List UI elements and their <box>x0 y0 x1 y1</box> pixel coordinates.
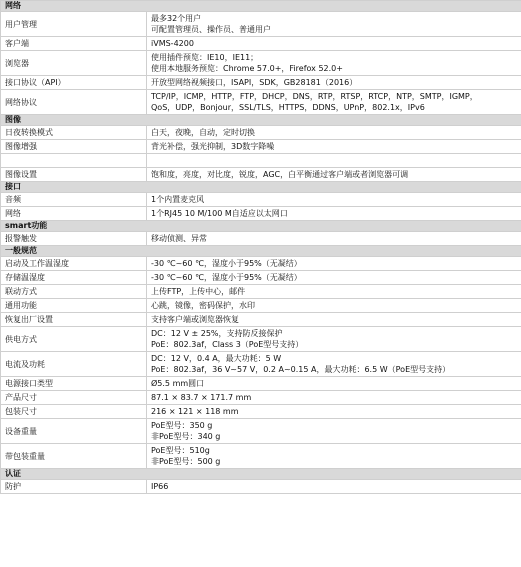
spec-value-line: 216 × 121 × 118 mm <box>151 407 239 416</box>
spec-label: 存储温湿度 <box>1 271 147 285</box>
spec-row <box>1 37 521 51</box>
spec-label: 供电方式 <box>1 327 147 352</box>
spec-value <box>147 51 521 76</box>
spec-value-line: -30 ℃~60 ℃，湿度小于95%（无凝结） <box>151 259 302 268</box>
spec-row <box>1 90 521 115</box>
spec-label: 防护 <box>1 480 147 494</box>
spec-value-line: 1个内置麦克风 <box>151 195 205 204</box>
spec-label: 客户端 <box>1 37 147 51</box>
spec-row <box>1 327 521 352</box>
spec-label: 接口协议（API） <box>1 76 147 90</box>
spec-value <box>147 12 521 37</box>
spec-label: 设备重量 <box>1 419 147 444</box>
spec-value-line: 非PoE型号：500 g <box>151 457 221 466</box>
spec-row <box>1 140 521 154</box>
spec-row <box>1 480 521 494</box>
spec-label: 报警触发 <box>1 232 147 246</box>
section-title: 网络 <box>1 1 521 12</box>
section-title: 一般规范 <box>1 246 521 257</box>
section-header-row <box>1 115 521 126</box>
spec-row <box>1 419 521 444</box>
spec-value <box>147 313 521 327</box>
spec-label <box>1 154 147 168</box>
spec-value-line: DC：12 V ± 25%，支持防反接保护 <box>151 329 283 338</box>
spec-value-line: 可配置管理员、操作员、普通用户 <box>151 25 271 34</box>
spec-row <box>1 257 521 271</box>
spec-label: 启动及工作温湿度 <box>1 257 147 271</box>
spec-label: 音频 <box>1 193 147 207</box>
spec-row <box>1 126 521 140</box>
spec-value <box>147 327 521 352</box>
spec-value-line: PoE：802.3af，Class 3（PoE型号支持） <box>151 340 304 349</box>
spec-value <box>147 377 521 391</box>
spec-value <box>147 419 521 444</box>
spec-label: 图像增强 <box>1 140 147 154</box>
spec-value <box>147 405 521 419</box>
spec-value-line: 背光补偿，强光抑制，3D数字降噪 <box>151 142 275 151</box>
spec-value <box>147 352 521 377</box>
spec-row <box>1 352 521 377</box>
spec-value-line: PoE型号：510g <box>151 446 210 455</box>
spec-value <box>147 285 521 299</box>
spec-row <box>1 168 521 182</box>
spec-row <box>1 12 521 37</box>
spec-label: 电源接口类型 <box>1 377 147 391</box>
spec-value-line: IP66 <box>151 482 169 491</box>
spec-row <box>1 391 521 405</box>
spec-value <box>147 391 521 405</box>
spec-row <box>1 299 521 313</box>
spec-value <box>147 90 521 115</box>
spec-value <box>147 168 521 182</box>
spec-value-line: 使用本地服务预览：Chrome 57.0+，Firefox 52.0+ <box>151 64 343 73</box>
spec-label: 网络 <box>1 207 147 221</box>
spec-value-line: 心跳，镜像，密码保护，水印 <box>151 301 255 310</box>
spec-value-line: 使用插件预览：IE10，IE11； <box>151 53 259 62</box>
spec-value-line: iVMS-4200 <box>151 39 194 48</box>
spec-value <box>147 140 521 154</box>
spec-value-line: 非PoE型号：340 g <box>151 432 221 441</box>
spec-row <box>1 232 521 246</box>
spec-row <box>1 313 521 327</box>
spec-row <box>1 444 521 469</box>
spec-row <box>1 271 521 285</box>
spec-value-line: 移动侦测、异常 <box>151 234 207 243</box>
spec-value-line: -30 ℃~60 ℃，湿度小于95%（无凝结） <box>151 273 302 282</box>
spec-label: 浏览器 <box>1 51 147 76</box>
spec-value <box>147 76 521 90</box>
section-header-row <box>1 469 521 480</box>
spec-value <box>147 257 521 271</box>
spec-value <box>147 207 521 221</box>
spec-label: 带包装重量 <box>1 444 147 469</box>
spec-row <box>1 193 521 207</box>
spec-value <box>147 126 521 140</box>
spec-label: 通用功能 <box>1 299 147 313</box>
spec-table-body <box>1 1 521 494</box>
spec-row <box>1 405 521 419</box>
spec-label: 电流及功耗 <box>1 352 147 377</box>
spec-value-line: PoE：802.3af，36 V~57 V，0.2 A~0.15 A，最大功耗：6.5 W（PoE型号支持） <box>151 365 451 374</box>
spec-value <box>147 154 521 168</box>
spec-value-line: 1个RJ45 10 M/100 M自适应以太网口 <box>151 209 288 218</box>
section-header-row <box>1 246 521 257</box>
spec-value-line: 饱和度，亮度，对比度，锐度，AGC，白平衡通过客户端或者浏览器可调 <box>151 170 409 179</box>
section-title: 认证 <box>1 469 521 480</box>
spec-value-line: 最多32个用户 <box>151 14 202 23</box>
spec-row <box>1 377 521 391</box>
section-header-row <box>1 1 521 12</box>
section-title: 图像 <box>1 115 521 126</box>
spec-row <box>1 76 521 90</box>
spec-label: 图像设置 <box>1 168 147 182</box>
spec-value <box>147 37 521 51</box>
spec-value <box>147 444 521 469</box>
spec-value-line: 上传FTP，上传中心，邮件 <box>151 287 246 296</box>
spec-value-line: TCP/IP，ICMP，HTTP，FTP，DHCP，DNS，RTP，RTSP，RTCP，NTP，SMTP，IGMP， <box>151 92 478 101</box>
spec-value <box>147 299 521 313</box>
section-header-row <box>1 221 521 232</box>
spec-value-line: 87.1 × 83.7 × 171.7 mm <box>151 393 252 402</box>
spec-row <box>1 51 521 76</box>
spec-label: 恢复出厂设置 <box>1 313 147 327</box>
spec-value-line <box>151 155 517 166</box>
spec-label: 用户管理 <box>1 12 147 37</box>
spec-value <box>147 193 521 207</box>
spec-value-line: QoS，UDP，Bonjour，SSL/TLS，HTTPS，DDNS，UPnP，802.1x，IPv6 <box>151 103 425 112</box>
spec-value-line: 支持客户端或浏览器恢复 <box>151 315 239 324</box>
section-header-row <box>1 182 521 193</box>
spec-value-line: 开放型网络视频接口，ISAPI，SDK，GB28181（2016） <box>151 78 358 87</box>
spec-label: 日夜转换模式 <box>1 126 147 140</box>
spec-value <box>147 480 521 494</box>
spec-label: 联动方式 <box>1 285 147 299</box>
spec-row <box>1 207 521 221</box>
spec-label: 包装尺寸 <box>1 405 147 419</box>
spec-value-line: Ø5.5 mm圆口 <box>151 379 205 388</box>
spec-label: 产品尺寸 <box>1 391 147 405</box>
section-title: smart功能 <box>1 221 521 232</box>
spec-value <box>147 271 521 285</box>
spec-value-line: 白天，夜晚，自动，定时切换 <box>151 128 255 137</box>
spec-value <box>147 232 521 246</box>
spec-value-line: DC：12 V，0.4 A，最大功耗：5 W <box>151 354 282 363</box>
spec-label: 网络协议 <box>1 90 147 115</box>
spec-row <box>1 154 521 168</box>
section-title: 接口 <box>1 182 521 193</box>
spec-value-line: PoE型号：350 g <box>151 421 213 430</box>
spec-row <box>1 285 521 299</box>
